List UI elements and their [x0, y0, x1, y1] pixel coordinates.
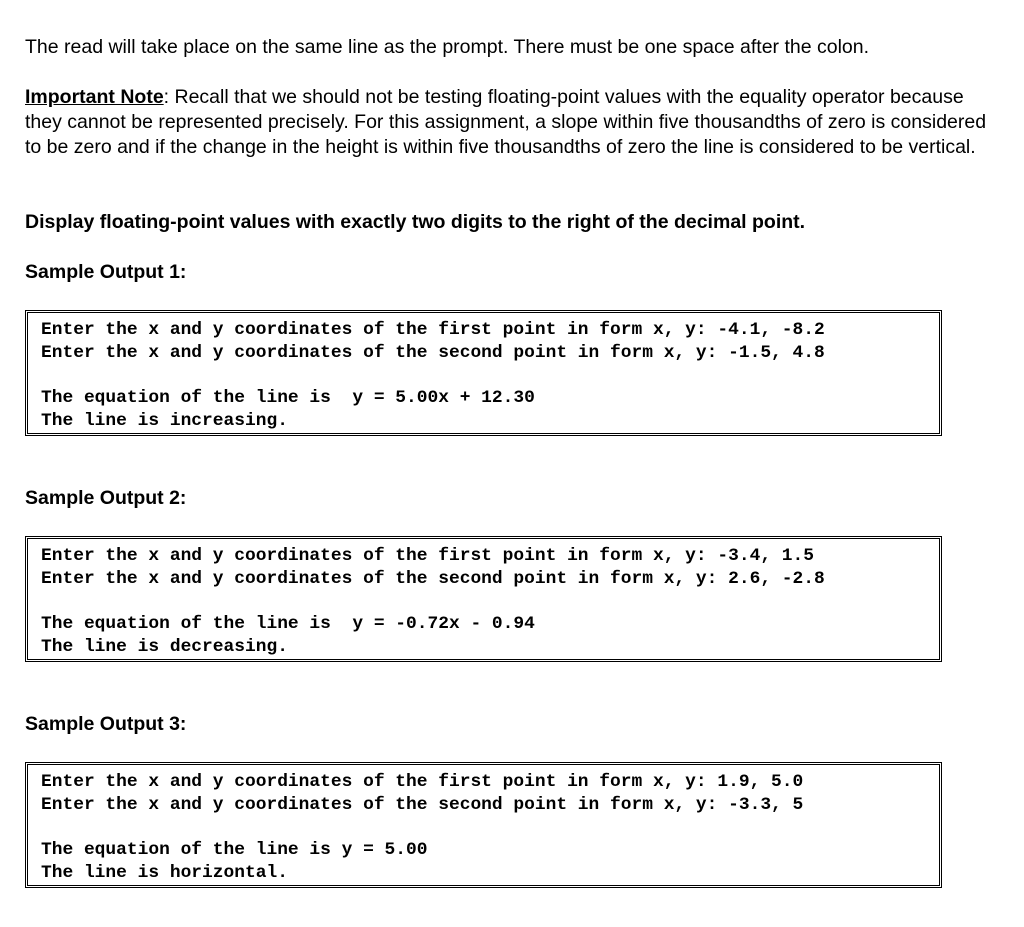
- first-point-prompt: Enter the x and y coordinates of the first point in form x, y: -3.4, 1.5: [41, 546, 815, 566]
- important-note-paragraph: [25, 85, 1000, 160]
- second-point-prompt: Enter the x and y coordinates of the second point in form x, y: -3.3, 5: [41, 795, 804, 815]
- display-rule: Display floating-point values with exactly two digits to the right of the decimal point.: [25, 211, 806, 233]
- second-point-prompt: Enter the x and y coordinates of the second point in form x, y: -1.5, 4.8: [41, 343, 825, 363]
- line-trend: The line is decreasing.: [41, 637, 288, 657]
- sample-output-3-box: [25, 762, 942, 888]
- first-point-prompt: Enter the x and y coordinates of the first point in form x, y: -4.1, -8.2: [41, 320, 825, 340]
- first-point-prompt: Enter the x and y coordinates of the first point in form x, y: 1.9, 5.0: [41, 772, 804, 792]
- sample-output-2-box: [25, 536, 942, 662]
- sample-output-1-heading: Sample Output 1:: [25, 261, 187, 283]
- sample-output-1-box: [25, 310, 942, 436]
- line-equation: The equation of the line is y = 5.00x + 12.30: [41, 388, 535, 408]
- line-equation: The equation of the line is y = 5.00: [41, 840, 428, 860]
- line-trend: The line is horizontal.: [41, 863, 288, 883]
- line-trend: The line is increasing.: [41, 411, 288, 431]
- second-point-prompt: Enter the x and y coordinates of the second point in form x, y: 2.6, -2.8: [41, 569, 825, 589]
- important-note-text: : Recall that we should not be testing floating-point values with the equality operator because they cannot be represented precisely. For this assignment, a slope within five thousandths of zero is considered to be zero and if the change in the height is within five thousandths of zero the line is considered to be vertical.: [25, 86, 987, 158]
- sample-output-3-heading: Sample Output 3:: [25, 713, 187, 735]
- sample-output-2-heading: Sample Output 2:: [25, 487, 187, 509]
- intro-paragraph: The read will take place on the same line as the prompt. There must be one space after the colon.: [25, 36, 870, 58]
- line-equation: The equation of the line is y = -0.72x - 0.94: [41, 614, 535, 634]
- important-note-label: Important Note: [25, 86, 164, 108]
